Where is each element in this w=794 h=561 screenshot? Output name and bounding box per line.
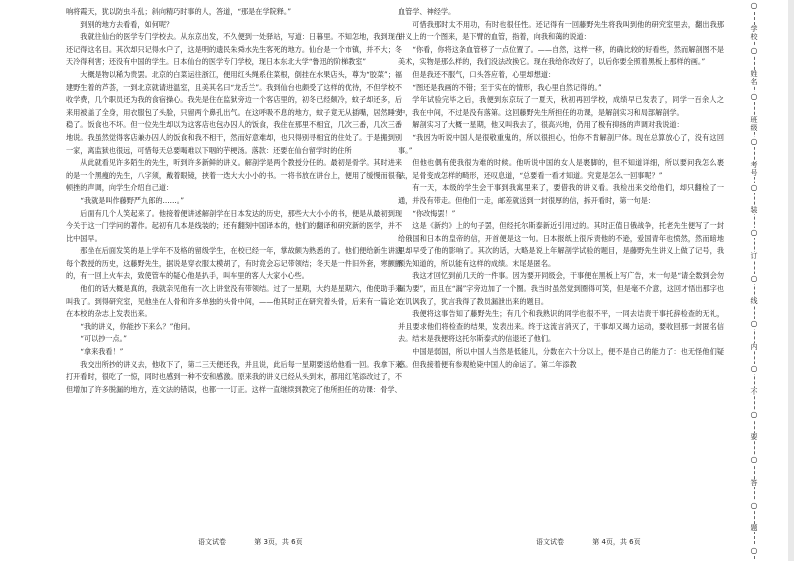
paragraph: 大概是物以稀为贵罢。北京的白菜运往浙江，便用红头绳系住菜根，倒挂在水果店头，尊为“胶菜”；福建野生着的芦荟，一到北京就请进温室，且美其名曰“龙舌兰”。我到仙台也颇受了这样的优待，不但学校不收学费，几个职员还为我的食宿操心。我先是住在监狱旁边一个客店里的，初冬已经颇冷，蚊子却还多，后来用被盖了全身，用衣服包了头脸，只留两个鼻孔出气。在这呼吸不息的地方，蚊子竟无从插嘴，居然睡安稳了。饭食也不坏。但一位先生却以为这客店也包办囚人的饭食，我住在那里不相宜，几次三番，几次三番地说。我虽然觉得客店兼办囚人的饭食和我不相干，然而好意难却，也只得别寻相宜的住处了。于是搬到别一家，离监狱也很远，可惜每天总要喝难以下咽的芋梗汤。落款：还要在仙台留学时的住所	[66, 69, 402, 155]
paragraph: “你看，你将这条血管移了一点位置了。——自然，这样一移，的确比较的好看些，然而解剖图不是美术，实物是那么样的，我们没法改换它。现在我给你改好了，以后你要全照着黑板上那样的画。”	[398, 44, 724, 67]
binding-hole-icon: ○	[748, 274, 760, 284]
binding-hole-icon: ○	[748, 228, 760, 238]
binding-hole-icon: ○	[748, 46, 760, 56]
paragraph: 中国是弱国，所以中国人当然是低能儿，分数在六十分以上，便不是自己的能力了：也无怪他们疑惑。但我接着便有参观枪毙中国人的命运了。第二年添教	[398, 347, 724, 369]
binding-hole-icon: ○	[748, 92, 760, 102]
paragraph: 从此就看见许多陌生的先生，听到许多新鲜的讲义。解剖学是两个教授分任的。最初是骨学。其时进来的是一个黑瘦的先生，八字须，戴着眼镜，挟着一迭大大小小的书。一将书放在讲台上，便用了缓慢而很有顿挫的声调，向学生介绍自己道：	[66, 158, 402, 193]
binding-hole-icon: ○	[748, 364, 760, 374]
footer-right	[536, 537, 667, 547]
paragraph: 学年试验完毕之后，我便到东京玩了一夏天，秋初再回学校，成绩早已发表了，同学一百余人之中，我在中间，不过是没有落第。这回藤野先生所担任的功课，是解剖实习和局部解剖学。	[398, 95, 724, 117]
binding-hole-icon: ○	[748, 319, 760, 329]
paragraph: 但他也偶有使我很为难的时候。他听说中国的女人是裹脚的，但不知道详细，所以要问我怎么裹法，足骨变成怎样的畸形，还叹息道，“总要看一看才知道。究竟是怎么一回事呢？”	[398, 158, 724, 180]
paragraph: 我交出所抄的讲义去，他收下了，第二三天便还我，并且说，此后每一星期要送给他看一回。我拿下来打开看时，很吃了一惊，同时也感到一种不安和感激。原来我的讲义已经从头到末，都用红笔添改过了，不但增加了许多脱漏的地方，连文法的错误，也都一一订正。这样一直继续到教完了他所担任的功课：骨学、	[66, 359, 402, 394]
binding-label: 要	[748, 433, 760, 441]
paragraph: 他们的话大概是真的，我就亲见他有一次上讲堂没有带领结。过了一星期，大约是星期六，他使助手来叫我了。到得研究室，见他坐在人骨和许多单独的头骨中间，——他其时正在研究着头骨，后来有一篇论文在本校的杂志上发表出来。	[66, 284, 402, 319]
binding-margin	[735, 0, 775, 561]
paragraph: 有一天，本级的学生会干事到我寓里来了，要借我的讲义看。我检出来交给他们，却只翻检了一通，并没有带走。但他们一走，邮差就送到一封很厚的信，拆开看时，第一句是：	[398, 183, 724, 205]
binding-hole-icon: ○	[748, 137, 760, 147]
paragraph: 到别的地方去看看，如何呢？	[80, 19, 174, 29]
binding-label: 考号	[748, 161, 760, 177]
binding-label: 班级	[748, 116, 760, 132]
paragraph: “我因为听说中国人是很敬重鬼的，所以很担心，怕你不肯解剖尸体。现在总算放心了，没有这回事。”	[398, 132, 724, 155]
paragraph: “可以抄一点。”	[80, 334, 127, 344]
paragraph: 响将霞天，犹以防虫斗乱；斜向精巧时事的人，答道，“那是在学院释。”	[66, 7, 292, 16]
footer-left	[198, 537, 329, 547]
right-column	[398, 6, 724, 371]
paragraph: “我就是叫作藤野严九郎的……。”	[80, 195, 184, 205]
footer-left-subject: 语文试卷	[198, 538, 226, 546]
paragraph: 这是《新约》上的句子罢，但经托尔斯泰新近引用过的。其时正值日俄战争，托老先生便写了一封给俄国和日本的皇帝的信，开首便是这一句。日本报纸上很斥责他的不逊，爱国青年也愤然，然而暗地里却早受了他的影响了。其次的话，大略是说上年解剖学试验的题目，是藤野先生讲义上做了记号，我预先知道的，所以能有这样的成绩。末尾是匿名。	[398, 221, 724, 268]
binding-hole-icon: ○	[748, 183, 760, 193]
binding-hole-icon: ○	[748, 501, 760, 511]
paragraph: 我这才回忆到前几天的一件事。因为要开同级会，干事便在黑板上写广告，末一句是“请全数到会勿漏为要”，而且在“漏”字旁边加了一个圈。我当时虽然觉到圈得可笑，但是毫不介意，这回才悟出那字也在讥讽我了，犹言我得了教员漏泄出来的题目。	[398, 271, 724, 306]
paragraph: “拿来我看！”	[80, 347, 124, 357]
paragraph: 后面有几个人笑起来了。他接着便讲述解剖学在日本发达的历史，那些大大小小的书，便是从最初到现今关于这一门学问的著作。起初有几本是线装的；还有翻刻中国译本的，他们的翻译和研究新的医学，并不比中国早。	[66, 208, 402, 243]
footer-left-page: 第 3页，共 6页	[254, 538, 303, 546]
paragraph: “我的讲义，你能抄下来么？”他问。	[80, 321, 195, 331]
binding-label: 内	[748, 343, 760, 351]
binding-hole-icon: ○	[748, 410, 760, 420]
footer-right-page: 第 4页，共 6页	[592, 538, 641, 546]
binding-label: 姓名	[748, 70, 760, 86]
paragraph: 解剖实习了大概一星期，他又叫我去了，很高兴地，仍用了极有抑扬的声调对我说道：	[412, 120, 684, 130]
binding-label: 答	[748, 479, 760, 487]
paragraph: 但是我还不服气，口头答应着，心里却想道：	[412, 69, 556, 79]
paragraph: “你改悔罢！”	[412, 208, 456, 218]
paragraph: 我就往仙台的医学专门学校去。从东京出发，不久便到一处驿站，写道：日暮里。不知怎地，我到现在还记得这名目。其次却只记得水户了，这是明的遗民朱舜水先生客死的地方。仙台是一个市镇，并不大；冬天冷得利害；还没有中国的学生。日本仙台的医学专门学校，现日本东北大学“鲁迅的阶梯教室”	[66, 32, 402, 67]
binding-label: 装	[748, 206, 760, 214]
scan-edge	[788, 0, 794, 561]
binding-hole-icon: ○	[748, 1, 760, 11]
paragraph: “图还是我画的不错；至于实在的情形，我心里自然记得的。”	[412, 82, 602, 92]
paragraph: 血管学、神经学。	[398, 7, 456, 16]
binding-label: 订	[748, 252, 760, 260]
binding-label: 线	[748, 297, 760, 305]
paragraph: 我便将这事告知了藤野先生；有几个和我熟识的同学也很不平，一同去诘责干事托辞检查的无礼，并且要求他们将检查的结果，发表出来。终于这流言消灭了，干事却又竭力运动，要收回那一封匿名信去。结末是我便将这托尔斯泰式的信退还了他们。	[398, 309, 724, 344]
binding-label: 学校	[748, 25, 760, 41]
paragraph: 可惜我那时太不用功，有时也很任性。还记得有一回藤野先生将我叫到他的研究室里去，翻出我那讲义上的一个图来，是下臂的血管，指着，向我和蔼的说道：	[398, 19, 724, 42]
paragraph: 那坐在后面发笑的是上学年不及格的留级学生，在校已经一年，掌故颇为熟悉的了。他们便给新生讲演每个教授的历史，这藤野先生，据说是穿衣服太模胡了，有时竟会忘记带领结；冬天是一件旧外套，寒颤颤的，有一回上火车去，致使管车的疑心他是扒手，叫车里的客人大家小心些。	[66, 246, 402, 281]
binding-label: 不	[748, 388, 760, 396]
binding-hole-icon: ○	[748, 546, 760, 556]
binding-label: 题	[748, 524, 760, 532]
footer-right-subject: 语文试卷	[536, 538, 564, 546]
left-column	[66, 6, 402, 396]
binding-hole-icon: ○	[748, 455, 760, 465]
